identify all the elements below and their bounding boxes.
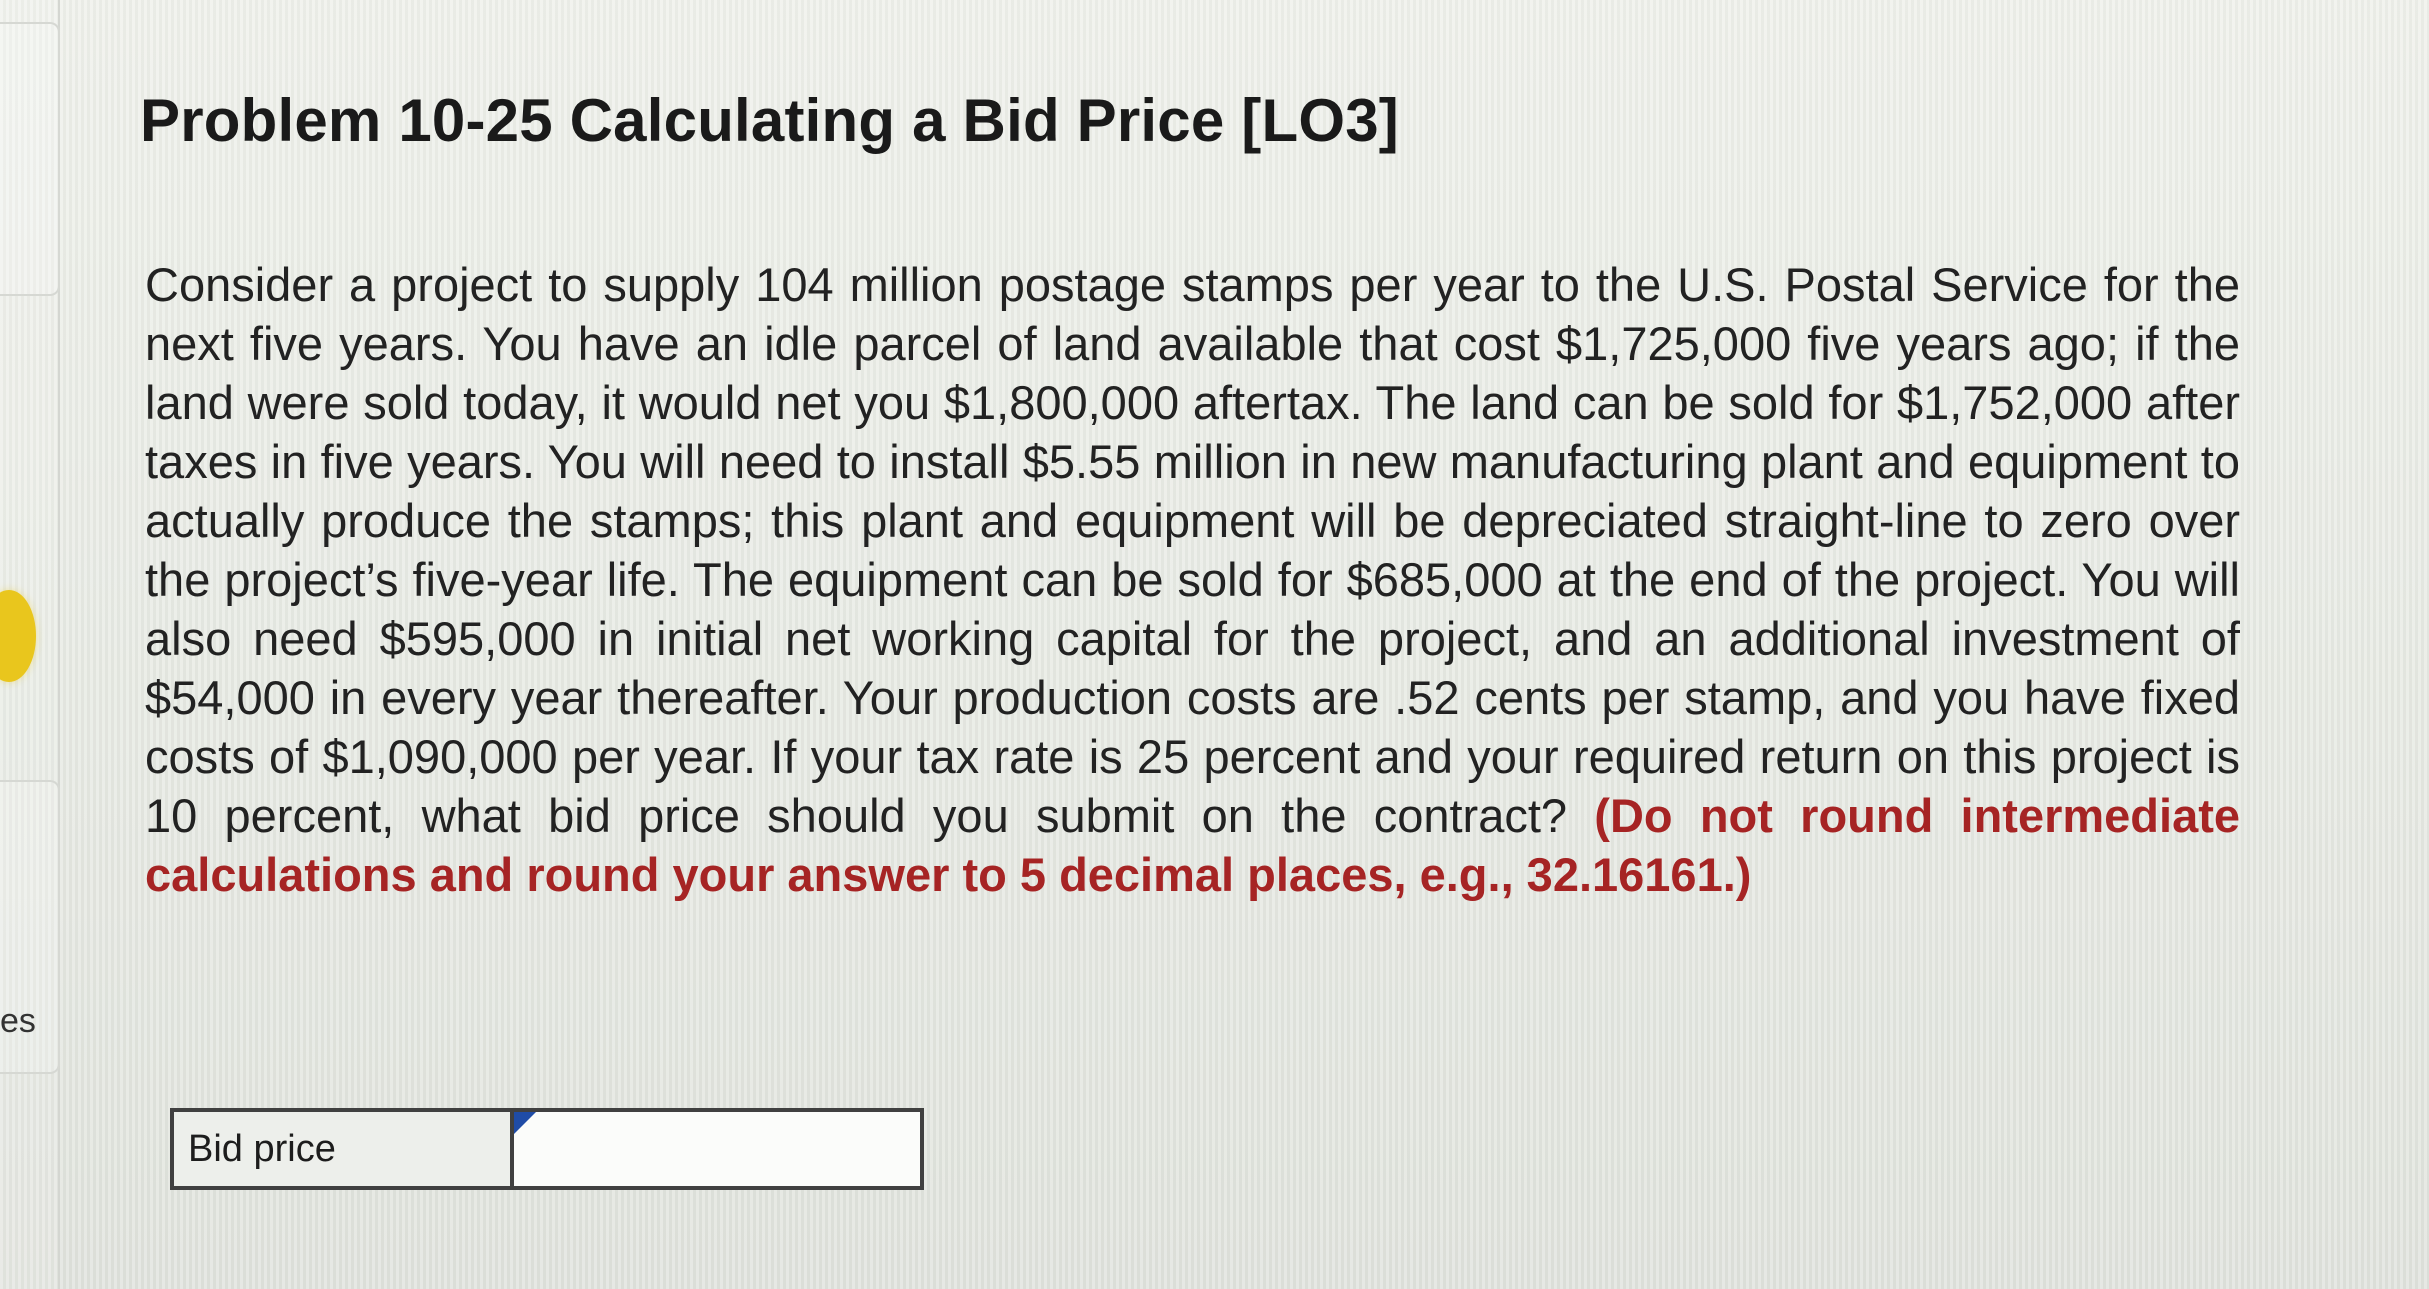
rail-cut-label: es xyxy=(0,1002,36,1040)
bid-price-input[interactable] xyxy=(514,1112,920,1186)
left-navigation-rail xyxy=(0,0,60,1289)
input-corner-marker-icon xyxy=(514,1112,536,1134)
bid-price-label: Bid price xyxy=(174,1112,514,1186)
problem-body-text: Consider a project to supply 104 million postage stamps per year to the U.S. Postal Service for the next five years. You have an idle parcel of land available that cost $1,725,000 five years ago; if the land were sold today, it would net you $1,800,000 aftertax. The land can be sold for $1,752,000 after taxes in five years. You will need to install $5.55 million in new manufacturing plant and equipment to actually produce the stamps; this plant and equipment will be depreciated straight-line to zero over the project’s five-year life. The equipment can be sold for $685,000 at the end of the project. You will also need $595,000 in initial net working capital for the project, and an additional investment of $54,000 in every year thereafter. Your production costs are .52 cents per stamp, and you have fixed costs of $1,090,000 per year. If your tax rate is 25 percent and your required return on this project is 10 percent, what bid price should you submit on the contract? xyxy=(145,258,2240,842)
navigation-indicator-dot[interactable] xyxy=(0,590,36,682)
problem-title: Problem 10-25 Calculating a Bid Price [LO3] xyxy=(140,87,1399,154)
bid-price-input-cell[interactable] xyxy=(514,1112,920,1186)
problem-instruction: (Do not round intermediate calculations and round your answer to 5 decimal places, e.g., 32.16161.) xyxy=(145,789,2241,901)
rail-panel-top xyxy=(0,22,60,296)
problem-statement xyxy=(145,255,2240,904)
bid-price-answer-row xyxy=(170,1108,924,1190)
